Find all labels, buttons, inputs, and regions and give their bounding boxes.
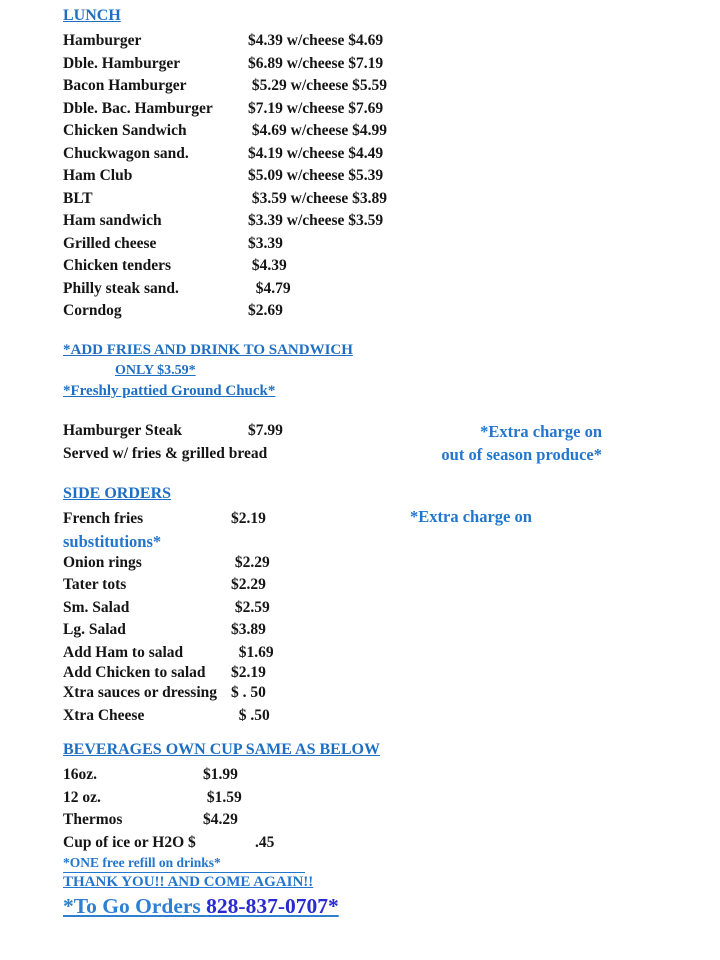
item-name: 16oz. (63, 766, 98, 783)
menu-item-row (63, 552, 274, 575)
fresh-chuck-note: *Freshly pattied Ground Chuck* (63, 383, 276, 399)
menu-item-row (63, 597, 274, 620)
item-price: $7.99 (248, 422, 283, 439)
lunch-list (63, 30, 387, 323)
menu-item-row (63, 832, 380, 855)
item-price: $7.19 w/cheese $7.69 (248, 99, 384, 117)
menu-item-row (63, 420, 283, 443)
menu-item-row (63, 53, 387, 76)
menu-item-row (63, 278, 387, 301)
substitutions-note-line2: substitutions* (63, 531, 162, 551)
section-beverages (63, 740, 380, 920)
menu-item-row (63, 574, 274, 597)
item-price: $2.19 (231, 510, 266, 527)
item-price: $3.59 w/cheese $3.89 (248, 189, 388, 207)
item-price: $5.09 w/cheese $5.39 (248, 167, 384, 184)
thank-you-line: THANK YOU!! AND COME AGAIN!! (63, 874, 314, 890)
item-name: Chicken tenders (63, 257, 172, 274)
menu-item-row (63, 188, 387, 211)
togo-orders-suffix: * (327, 894, 339, 918)
menu-item-row (63, 165, 387, 188)
beverages-list (63, 764, 380, 854)
section-hamburger-steak (63, 420, 283, 465)
item-name: Dble. Hamburger (63, 54, 181, 72)
menu-item-row (63, 682, 274, 705)
item-name: Grilled cheese (63, 234, 157, 252)
menu-item-row (63, 642, 274, 665)
item-name: Ham sandwich (63, 212, 162, 229)
item-name: Add Chicken to salad (63, 664, 206, 681)
item-price: $1.99 (203, 766, 238, 783)
menu-item-row (63, 143, 387, 166)
menu-item-row (63, 75, 387, 98)
item-name: 12 oz. (63, 788, 101, 806)
item-price: $1.59 (203, 788, 242, 806)
togo-orders-line (63, 893, 380, 920)
menu-item-row (63, 300, 387, 323)
menu-item-row (63, 30, 387, 53)
item-name: Cup of ice or H2O $ (63, 833, 196, 851)
menu-item-row (63, 98, 387, 121)
item-price: $2.29 (231, 553, 270, 571)
menu-item-row (63, 787, 380, 810)
item-name: Add Ham to salad (63, 643, 184, 661)
item-name: Xtra Cheese (63, 706, 145, 724)
menu-item-row (63, 233, 387, 256)
item-price: $ . 50 (231, 684, 266, 701)
item-price: $4.39 (248, 257, 287, 274)
section-lunch (63, 6, 387, 323)
item-price: $4.69 w/cheese $4.99 (248, 122, 388, 139)
item-price: $5.29 w/cheese $5.59 (248, 77, 388, 94)
item-price: $3.39 (248, 234, 283, 252)
item-price: $6.89 w/cheese $7.19 (248, 54, 384, 72)
item-price: $4.19 w/cheese $4.49 (248, 144, 384, 162)
menu-item-row (63, 705, 274, 728)
item-name: Philly steak sand. (63, 279, 179, 297)
item-name: Sm. Salad (63, 598, 130, 616)
item-name: Dble. Bac. Hamburger (63, 99, 213, 117)
menu-item-row (63, 619, 274, 642)
menu-item-row (63, 664, 274, 682)
produce-surcharge-line2: out of season produce* (441, 445, 602, 464)
item-name: Onion rings (63, 553, 142, 571)
beverages-heading: BEVERAGES OWN CUP SAME AS BELOW (63, 741, 380, 758)
item-name: Xtra sauces or dressing (63, 684, 217, 701)
item-name: Tater tots (63, 576, 127, 593)
section-add-fries-note (63, 340, 353, 400)
side-orders-heading: SIDE ORDERS (63, 485, 172, 502)
menu-item-row (63, 809, 380, 832)
item-price: $2.29 (231, 576, 266, 593)
menu-item-row (63, 764, 380, 787)
item-name: Bacon Hamburger (63, 77, 187, 94)
item-name: Corndog (63, 302, 122, 319)
item-price: $ .50 (231, 706, 270, 724)
item-price: $4.29 (203, 811, 238, 828)
produce-surcharge-note (420, 420, 602, 466)
item-price: $3.89 (231, 621, 266, 638)
item-price: $2.59 (231, 598, 270, 616)
item-name: Chicken Sandwich (63, 122, 187, 139)
item-name: Thermos (63, 811, 123, 828)
substitutions-note-line1: *Extra charge on (410, 507, 532, 526)
togo-phone-link[interactable]: 828-837-0707 (206, 894, 328, 918)
item-name: Hamburger Steak (63, 422, 182, 439)
item-price: $1.69 (231, 643, 274, 661)
item-description: Served w/ fries & grilled bread (63, 444, 268, 462)
add-fries-note-line2: ONLY $3.59* (115, 363, 196, 378)
item-price: $4.79 (248, 279, 291, 297)
item-name: Ham Club (63, 167, 133, 184)
item-price: $2.19 (231, 664, 266, 681)
item-price: .45 (255, 833, 275, 851)
add-fries-note-line1: *ADD FRIES AND DRINK TO SANDWICH (63, 342, 353, 358)
item-name: BLT (63, 189, 93, 207)
item-name: Hamburger (63, 32, 142, 49)
section-side-orders (63, 484, 274, 727)
item-price: $3.39 w/cheese $3.59 (248, 212, 384, 229)
item-name: Lg. Salad (63, 621, 126, 638)
lunch-heading: LUNCH (63, 7, 121, 24)
item-price: $4.39 w/cheese $4.69 (248, 32, 384, 49)
produce-surcharge-line1: *Extra charge on (480, 422, 602, 441)
item-name: French fries (63, 510, 144, 527)
togo-orders-label: *To Go Orders (63, 894, 207, 918)
item-price: $2.69 (248, 302, 283, 319)
menu-item-row (63, 120, 387, 143)
item-name: Chuckwagon sand. (63, 144, 189, 162)
free-refill-note: *ONE free refill on drinks* (63, 854, 305, 873)
menu-item-row (63, 508, 274, 531)
menu-item-row (63, 255, 387, 278)
menu-item-row (63, 210, 387, 233)
side-orders-list (63, 508, 274, 727)
